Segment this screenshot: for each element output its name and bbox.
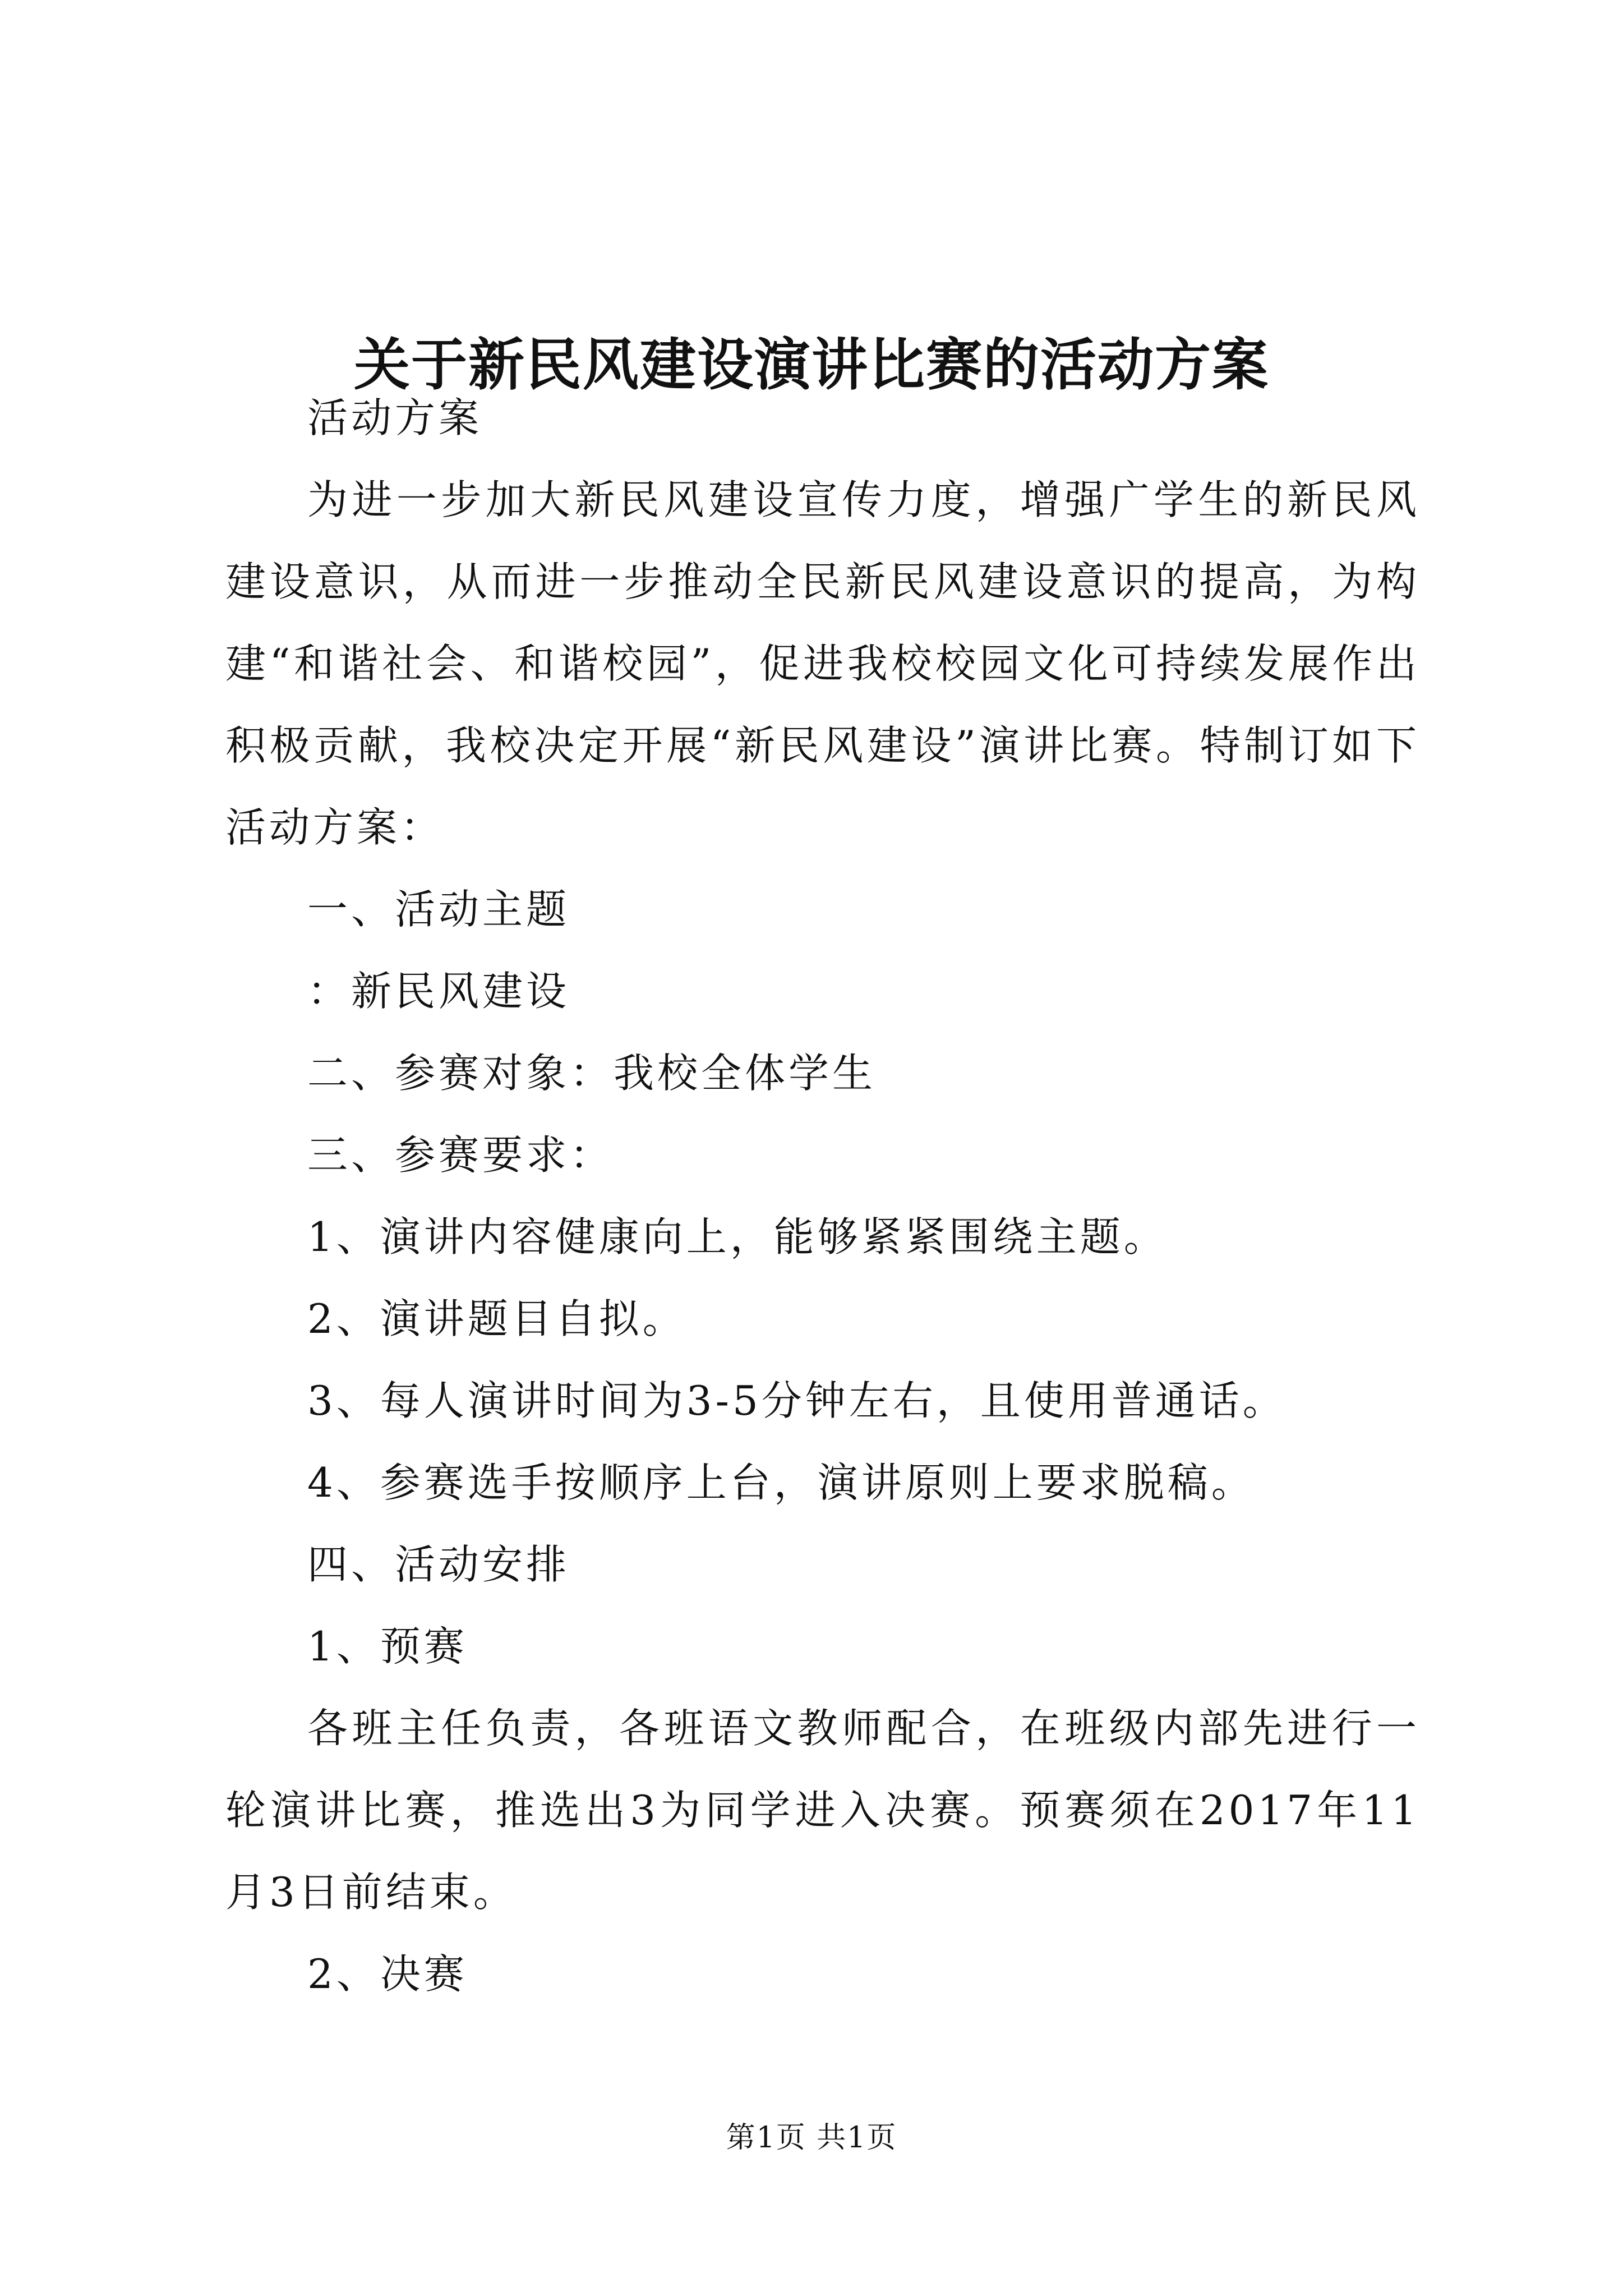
- requirement-item-2: 2、演讲题目自拟。: [307, 1295, 686, 1342]
- heading-requirements: 三、参赛要求：: [307, 1131, 614, 1179]
- heading-participants: 二、参赛对象：我校全体学生: [307, 1050, 877, 1097]
- paragraph-activity-plan: 活动方案: [307, 394, 483, 441]
- requirement-item-4: 4、参赛选手按顺序上台，演讲原则上要求脱稿。: [307, 1459, 1255, 1506]
- heading-preliminary: 1、预赛: [307, 1623, 468, 1670]
- requirement-item-1: 1、演讲内容健康向上，能够紧紧围绕主题。: [307, 1213, 1168, 1260]
- document-body: [225, 377, 1420, 2015]
- paragraph-theme-value: ：新民风建设: [307, 968, 570, 1015]
- paragraph-preliminary: 各班主任负责，各班语文教师配合，在班级内部先进行一轮演讲比赛，推选出3为同学进入决赛。预赛须在2017年11月3日前结束。: [225, 1705, 1420, 1916]
- document-title: 关于新民风建设演讲比赛的活动方案: [354, 332, 1269, 398]
- requirement-item-3: 3、每人演讲时间为3-5分钟左右，且使用普通话。: [307, 1377, 1287, 1424]
- heading-final: 2、决赛: [307, 1950, 468, 1998]
- page-footer: 第1页 共1页: [726, 2121, 897, 2155]
- heading-schedule: 四、活动安排: [307, 1541, 570, 1588]
- paragraph-introduction: 为进一步加大新民风建设宣传力度，增强广学生的新民风建设意识，从而进一步推动全民新民风建设意识的提高，为构建“和谐社会、和谐校园”，促进我校校园文化可持续发展作出积极贡献，我校决定开展“新民风建设”演讲比赛。特制订如下活动方案：: [225, 476, 1420, 851]
- heading-activity-theme: 一、活动主题: [307, 886, 570, 933]
